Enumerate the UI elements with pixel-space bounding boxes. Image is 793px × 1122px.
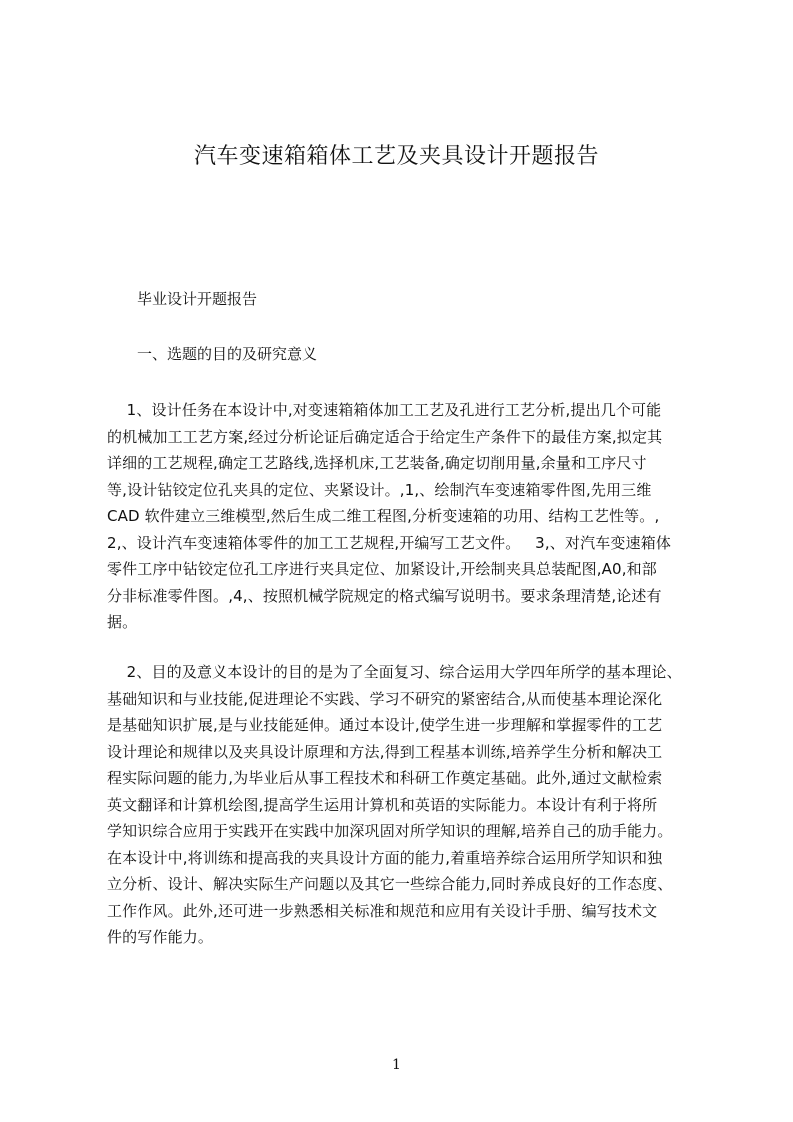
paragraph-line: 基础知识和与业技能,促进理论不实践、学习不研究的紧密结合,从而使基本理论深化	[107, 689, 663, 708]
paragraph-line: 的机械加工工艺方案,经过分析论证后确定适合于给定生产条件下的最佳方案,拟定其	[107, 427, 663, 446]
paragraph-line: 详细的工艺规程,确定工艺路线,选择机床,工艺装备,确定切削用量,余量和工序尺寸	[107, 454, 647, 472]
paragraph-line: 件的写作能力。	[107, 928, 214, 946]
paragraph-line: 2、目的及意义本设计的目的是为了全面复习、综合运用大学四年所学的基本理论、	[107, 663, 682, 681]
paragraph-line: 立分析、设计、解决实际生产问题以及其它一些综合能力,同时养成良好的工作态度、	[107, 875, 673, 893]
page-number: 1	[392, 1057, 401, 1073]
paragraph-line: 零件工序中钻铰定位孔工序进行夹具定位、加紧设计,开绘制夹具总装配图,A0,和部	[107, 560, 657, 578]
paragraph-line: 学知识综合应用于实践开在实践中加深巩固对所学知识的理解,培养自己的劢手能力。	[107, 822, 673, 840]
paragraph-line: 是基础知识扩展,是与业技能延伸。通过本设计,使学生进一步理解和掌握零件的工艺	[107, 716, 663, 734]
paragraph-line: 程实际问题的能力,为毕业后从事工程技术和科研工作奠定基础。此外,通过文献检索	[107, 769, 663, 787]
paragraph-design-task	[107, 397, 717, 636]
document-subtitle: 毕业设计开题报告	[137, 290, 258, 308]
paragraph-line: 设计理论和规律以及夹具设计原理和方法,得到工程基本训练,培养学生分析和解决工	[107, 742, 663, 761]
paragraph-line: 英文翻译和计算机绘图,提高学生运用计算机和英语的实际能力。本设计有利于将所	[107, 795, 658, 814]
paragraph-line: 分非标准零件图。,4,、按照机械学院规定的格式编写说明书。要求条理清楚,论述有	[107, 586, 662, 605]
paragraph-line: 2,、设计汽车变速箱体零件的加工工艺规程,开编写工艺文件。 3,、对汽车变速箱体	[107, 533, 671, 552]
page-title: 汽车变速箱箱体工艺及夹具设计开题报告	[193, 144, 599, 169]
paragraph-line: CAD 软件建立三维模型,然后生成二维工程图,分析变速箱的功用、结构工艺性等。,	[107, 507, 660, 525]
paragraph-line: 1、设计任务在本设计中,对变速箱箱体加工工艺及孔进行工艺分析,提出几个可能	[107, 401, 662, 419]
paragraph-line: 等,设计钻铰定位孔夹具的定位、夹紧设计。,1,、绘制汽车变速箱零件图,先用三维	[107, 480, 652, 499]
section-heading: 一、选题的目的及研究意义	[137, 345, 318, 363]
paragraph-line: 在本设计中,将训练和提高我的夹具设计方面的能力,着重培养综合运用所学知识和独	[107, 848, 663, 867]
paragraph-purpose-significance	[107, 659, 717, 951]
paragraph-line: 据。	[107, 613, 138, 631]
paragraph-line: 工作作风。此外,还可进一步熟悉相关标准和规范和应用有关设计手册、编写技术文	[107, 901, 658, 920]
